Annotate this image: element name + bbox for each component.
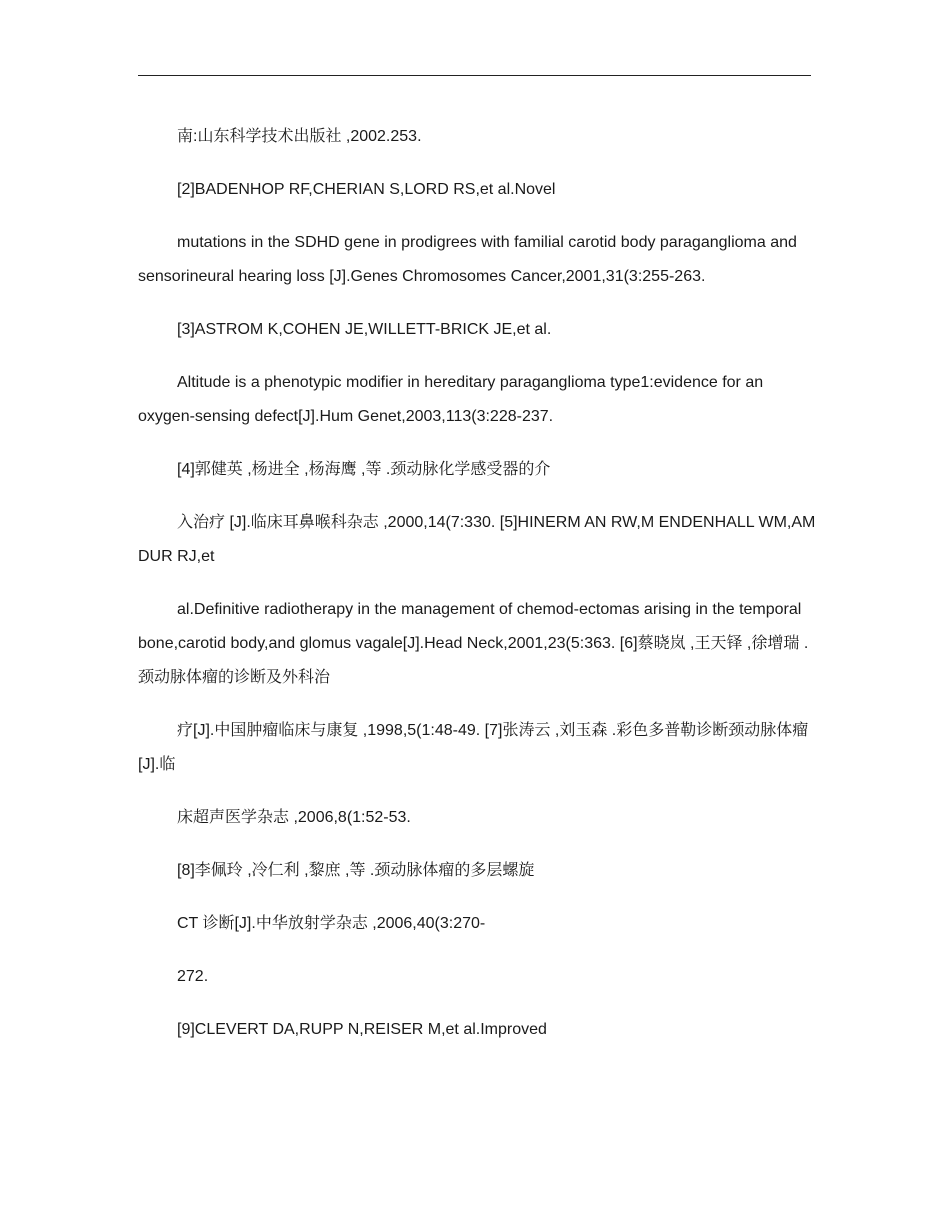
reference-text: al.Definitive radiotherapy in the management of chemod-ectomas arising in the temporal bone,carotid body,and glomus vagale[J].Head Neck,2001,23(5:363. [6]蔡晓岚 ,王天铎 ,徐增瑞 .颈动脉体瘤的诊断及外科治: [138, 601, 809, 686]
reference-text: 入治疗 [J].临床耳鼻喉科杂志 ,2000,14(7:330. [5]HINERM AN RW,M ENDENHALL WM,AM DUR RJ,et: [138, 514, 816, 565]
reference-text: [8]李佩玲 ,冷仁利 ,黎庶 ,等 .颈动脉体瘤的多层螺旋: [177, 862, 535, 879]
reference-text: 疗[J].中国肿瘤临床与康复 ,1998,5(1:48-49. [7]张涛云 ,刘玉森 .彩色多普勒诊断颈动脉体瘤 [J].临: [138, 722, 809, 773]
header-rule: [138, 75, 811, 76]
reference-text: 南:山东科学技术出版社 ,2002.253.: [177, 128, 422, 145]
reference-text: CT 诊断[J].中华放射学杂志 ,2006,40(3:270-: [177, 915, 486, 932]
reference-text: [9]CLEVERT DA,RUPP N,REISER M,et al.Improved: [177, 1021, 547, 1038]
reference-text: Altitude is a phenotypic modifier in hereditary paraganglioma type1:evidence for an oxygen-sensing defect[J].Hum Genet,2003,113(3:228-237.: [138, 374, 764, 425]
reference-text: 272.: [177, 968, 209, 985]
reference-list: [138, 120, 818, 1047]
reference-text: mutations in the SDHD gene in prodigrees with familial carotid body paraganglioma and sensorineural hearing loss [J].Genes Chromosomes Cancer,2001,31(3:255-263.: [138, 234, 797, 285]
reference-text: [2]BADENHOP RF,CHERIAN S,LORD RS,et al.Novel: [177, 181, 556, 198]
reference-text: [3]ASTROM K,COHEN JE,WILLETT-BRICK JE,et al.: [177, 321, 552, 338]
reference-text: 床超声医学杂志 ,2006,8(1:52-53.: [177, 809, 411, 826]
reference-text: [4]郭健英 ,杨进全 ,杨海鹰 ,等 .颈动脉化学感受器的介: [177, 461, 551, 478]
